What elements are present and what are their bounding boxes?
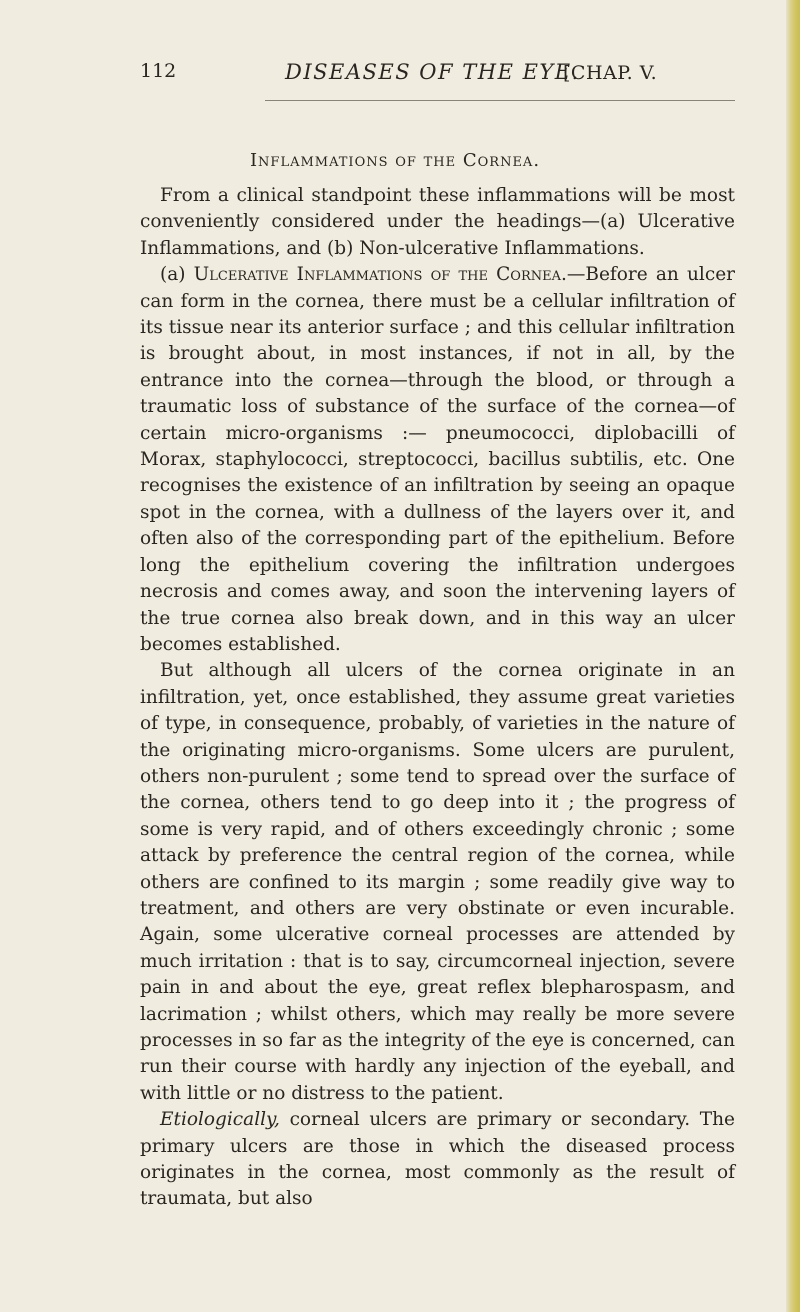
running-title: DISEASES OF THE EYE. (285, 60, 580, 84)
paragraph-varieties: But although all ulcers of the cornea originate in an infiltration, yet, once established, they assume great varieties of type, in consequence, probably, of varieties in the nature of the originating micro-organisms. Some ulcers are purulent, others non-purulent ; some tend to spread over the surface of the cornea, others tend to go deep into it ; the progress of some is very rapid, and of others exceedingly chronic ; some attack by preference the central region of the cornea, while others are confined to its margin ; some readily give way to treatment, and others are very obstinate or even incurable. Again, some ulcerative corneal processes are attended by much irritation : that is to say, circumcorneal injection, severe pain in and about the eye, great reflex blepharospasm, and lacrimation ; whilst others, which may really be more severe processes in so far as the integrity of the eye is concerned, can run their course with hardly any injection of the eyeball, and with little or no distress to the patient. (140, 660, 735, 1104)
page-number: 112 (140, 60, 177, 82)
subsection-heading: Ulcerative Inflammations of the Cornea. (193, 264, 567, 286)
paragraph-intro: From a clinical standpoint these inflammations will be most conveniently considered under the headings—(a) Ulcerative Inflammations, and (b) Non-ulcerative Inflammations. (140, 185, 735, 259)
body-text (140, 183, 735, 1213)
chapter-label: [CHAP. V. (563, 62, 658, 84)
paragraph-etiology-body: corneal ulcers are primary or secondary. The primary ulcers are those in which the diseased process originates in the cornea, most commonly as the result of traumata, but also (140, 1109, 735, 1210)
etiology-lead: Etiologically, (160, 1109, 280, 1131)
paragraph-etiology (140, 1107, 735, 1213)
running-header (0, 60, 790, 100)
header-rule (265, 100, 735, 101)
subsection-label: (a) (160, 264, 186, 286)
paragraph-ulcerative (140, 262, 735, 658)
page-edge (786, 0, 800, 1312)
section-title: Inflammations of the Cornea. (249, 150, 541, 171)
paragraph-ulcerative-body: —Before an ulcer can form in the cornea, there must be a cellular infiltration of its tissue near its anterior surface ; and this cellular infiltration is brought about, in most instances, if not in all, by the entrance into the cornea—through the blood, or through a traumatic loss of substance of the surface of the cornea—of certain micro-organisms :— pneumococci, diplobacilli of Morax, staphylococci, streptococci, bacillus subtilis, etc. One recognises the existence of an infiltration by seeing an opaque spot in the cornea, with a dullness of the layers over it, and often also of the corresponding part of the epithelium. Before long the epithelium covering the infiltration undergoes necrosis and comes away, and soon the intervening layers of the true cornea also break down, and in this way an ulcer becomes established. (140, 264, 735, 655)
